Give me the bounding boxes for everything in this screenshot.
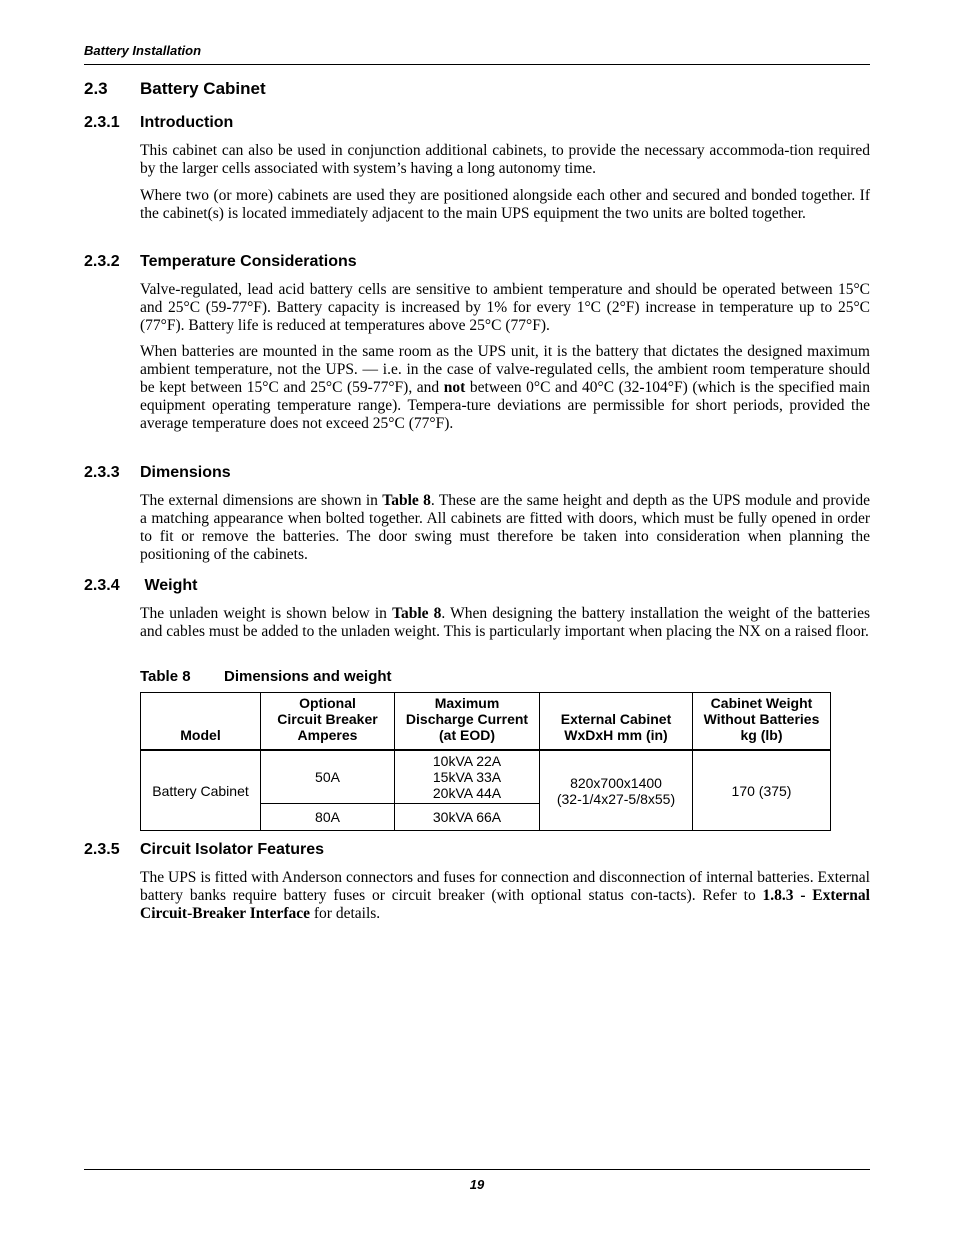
subsection-title: Weight: [140, 577, 198, 594]
header-breaker: Optional Circuit Breaker Amperes: [261, 693, 395, 751]
intro-paragraph-2: Where two (or more) cabinets are used they are positioned alongside each other and secured and bonded together. If the cabinet(s) is located immediately adjacent to the main UPS equipment the two units are bolted together.: [140, 187, 870, 222]
header-model: Model: [141, 693, 261, 751]
running-header: Battery Installation: [84, 43, 202, 58]
text-run: The unladen weight is shown below in: [140, 605, 393, 622]
subsection-number: 2.3.2: [84, 253, 120, 270]
subsection-heading-weight: [84, 577, 197, 595]
subsection-number: 2.3.4: [84, 577, 120, 594]
text-run: The UPS is fitted with Anderson connectors and fuses for connection and disconnection of internal batteries. External battery banks require battery fuses or circuit breaker (with optional status con-tacts). Refer to: [140, 869, 870, 904]
text-run: The external dimensions are shown in: [140, 492, 383, 509]
emphasis-not: not: [443, 379, 466, 396]
subsection-heading-introduction: [84, 114, 233, 132]
cell-discharge-2: 30kVA 66A: [395, 804, 540, 831]
weight-paragraph: [140, 605, 870, 641]
footer-rule: [84, 1169, 870, 1170]
header-rule: [84, 64, 870, 65]
subsection-heading-isolator: [84, 841, 324, 859]
table-title: Dimensions and weight: [224, 668, 392, 685]
section-heading: [84, 79, 266, 99]
header-external: External Cabinet WxDxH mm (in): [540, 693, 693, 751]
table-row: [141, 750, 831, 804]
cell-discharge-1: 10kVA 22A 15kVA 33A 20kVA 44A: [395, 750, 540, 804]
subsection-heading-dimensions: [84, 464, 231, 482]
subsection-title: Introduction: [140, 114, 234, 131]
table-number: Table 8: [140, 668, 191, 685]
subsection-title: Dimensions: [140, 464, 231, 481]
section-number: 2.3: [84, 79, 108, 98]
isolator-paragraph: [140, 869, 870, 923]
subsection-number: 2.3.5: [84, 841, 120, 858]
dimensions-paragraph: [140, 492, 870, 564]
subsection-title: Temperature Considerations: [140, 253, 357, 270]
subsection-number: 2.3.3: [84, 464, 120, 481]
page-number: 19: [469, 1177, 485, 1192]
cell-model: Battery Cabinet: [141, 750, 261, 831]
cell-external-dimensions: 820x700x1400 (32-1/4x27-5/8x55): [540, 750, 693, 831]
table-caption: [140, 668, 392, 685]
table-header-row: [141, 693, 831, 751]
section-title: Battery Cabinet: [140, 79, 266, 98]
text-run: When batteries are mounted in the same room as the UPS unit, it is the battery that dictates the designed maximum ambient temperature, not the UPS. — i.e. in the case of valve-regulated cells, the ambient room temperature should be kept between 15°C and 25°C (59-77°F), and: [140, 343, 870, 396]
text-run: . These are the same height and depth as the UPS module and provide a matching appearance when bolted together. All cabinets are fitted with doors, which must be fully opened in order to fit or remove the batteries. The door swing must therefore be taken into consideration when planning the positioning of the cabinets.: [140, 492, 870, 563]
header-weight: Cabinet Weight Without Batteries kg (lb): [693, 693, 831, 751]
header-discharge: Maximum Discharge Current (at EOD): [395, 693, 540, 751]
table-reference: Table 8: [382, 492, 431, 509]
text-run: between 0°C and 40°C (32-104°F) (which is the specified main equipment operating temperature range). Tempera-ture deviations are permissible for short periods, provided the average temperature does not exceed 25°C (77°F).: [140, 379, 870, 432]
text-run: . When designing the battery installation the weight of the batteries and cables must be added to the unladen weight. This is particularly important when placing the NX on a raised floor.: [140, 605, 870, 640]
temperature-paragraph-1: Valve-regulated, lead acid battery cells are sensitive to ambient temperature and should be operated between 15°C and 25°C (59-77°F). Battery capacity is increased by 1% for every 1°C (2°F) increase in temperature up to 25°C (77°F). Battery life is reduced at temperatures above 25°C (77°F).: [140, 281, 870, 334]
cell-cabinet-weight: 170 (375): [693, 750, 831, 831]
table-reference: Table 8: [392, 605, 442, 622]
subsection-title: Circuit Isolator Features: [140, 841, 325, 858]
cell-breaker-80a: 80A: [261, 804, 395, 831]
subsection-heading-temperature: [84, 253, 357, 271]
dimensions-weight-table: [140, 692, 831, 831]
intro-paragraph-1: This cabinet can also be used in conjunction additional cabinets, to provide the necessary accommoda-tion required by the larger cells associated with system’s having a long autonomy time.: [140, 142, 870, 177]
subsection-number: 2.3.1: [84, 114, 120, 131]
cross-reference: 1.8.3 - External Circuit-Breaker Interface: [140, 887, 870, 922]
temperature-paragraph-2: [140, 343, 870, 433]
cell-breaker-50a: 50A: [261, 750, 395, 804]
text-run: for details.: [310, 905, 381, 922]
